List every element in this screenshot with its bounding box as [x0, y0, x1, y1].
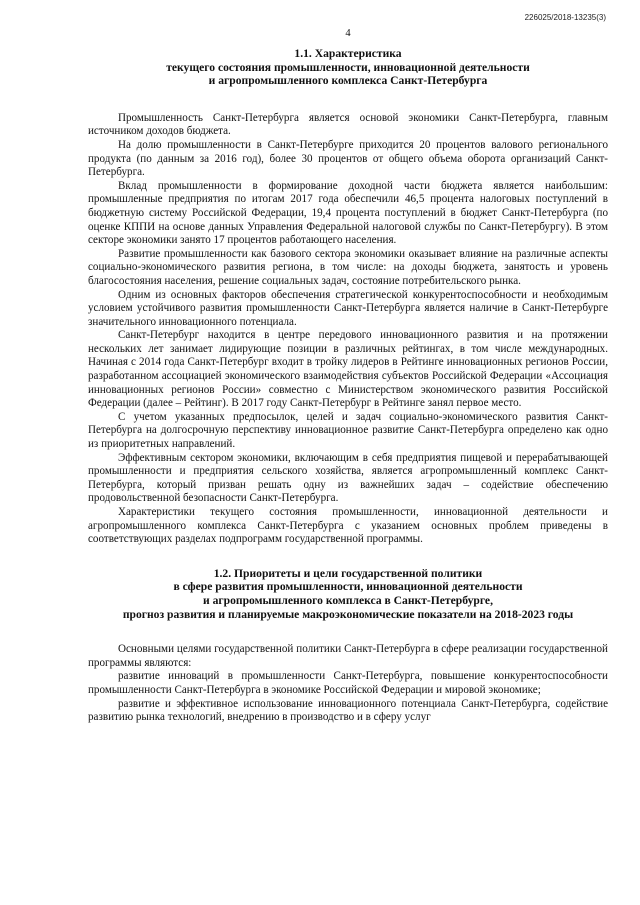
section-2-body	[88, 643, 608, 725]
paragraph: развитие и эффективное использование инновационного потенциала Санкт-Петербурга, содействие развитию рынка технологий, внедрению в производство и в сферу услуг	[88, 697, 608, 724]
paragraph: Одним из основных факторов обеспечения стратегической конкурентоспособности и необходимым условием устойчивого развития промышленности Санкт-Петербурга является наличие в Санкт-Петербурге значительного инновационного потенциала.	[88, 288, 608, 328]
paragraph: С учетом указанных предпосылок, целей и задач социально-экономического развития Санкт-Петербурга на долгосрочную перспективу инновационное развитие Санкт-Петербурга определено как одно из приоритетных направлений.	[88, 410, 608, 451]
section-1-heading-line: текущего состояния промышленности, инновационной деятельности	[166, 60, 530, 74]
section-1-body	[88, 112, 608, 547]
section-2-heading-line: 1.2. Приоритеты и цели государственной политики	[213, 566, 483, 580]
paragraph: Санкт-Петербург находится в центре передового инновационного развития и на протяжении нескольких лет занимает лидирующие позиции в различных рейтингах, в том числе международных. Начиная с 2014 года Санкт-Петербург входит в тройку лидеров в Рейтинге инновационных регионов России, разработанном ассоциацией экономического взаимодействия субъектов Российской Федерации «Ассоциация инновационных регионов России» совместно с Министерством экономического развития Российской Федерации (далее – Рейтинг). В 2017 году Санкт-Петербург в Рейтинге занял первое место.	[88, 329, 608, 410]
paragraph: Развитие промышленности как базового сектора экономики оказывает влияние на различные аспекты социально-экономического развития региона, в том числе: на доходы бюджета, занятость и уровень благосостояния населения, решение социальных задач, состояние потребительского рынка.	[88, 247, 608, 287]
section-1-heading-line: и агропромышленного комплекса Санкт-Петербурга	[208, 74, 488, 88]
paragraph: Эффективным сектором экономики, включающим в себя предприятия пищевой и перерабатывающей промышленности и предприятия сельского хозяйства, является агропромышленный комплекс Санкт-Петербурга, который призван решать одну из важнейших задач – содействие обеспечению продовольственной безопасности Санкт-Петербурга.	[88, 451, 608, 505]
section-2-heading-line: в сфере развития промышленности, инновационной деятельности	[173, 580, 523, 594]
paragraph: Промышленность Санкт-Петербурга является основой экономики Санкт-Петербурга, главным источником доходов бюджета.	[88, 111, 608, 138]
page-number: 4	[345, 28, 351, 39]
section-2-heading	[88, 567, 608, 621]
section-1-heading	[88, 47, 608, 88]
paragraph: развитие инноваций в промышленности Санкт-Петербурга, повышение конкурентоспособности промышленности Санкт-Петербурга в экономике Российской Федерации и мировой экономике;	[88, 670, 608, 696]
paragraph: Характеристики текущего состояния промышленности, инновационной деятельности и агропромышленного комплекса Санкт-Петербурга с указанием основных проблем приведены в соответствующих разделах подпрограмм государственной программы.	[88, 506, 608, 546]
section-2-heading-line: и агропромышленного комплекса в Санкт-Петербурге,	[203, 593, 493, 607]
paragraph: Основными целями государственной политики Санкт-Петербурга в сфере реализации государственной программы являются:	[88, 643, 608, 669]
section-1-heading-line: 1.1. Характеристика	[294, 47, 402, 60]
document-id: 226025/2018-13235(3)	[524, 13, 606, 22]
section-2-heading-line: прогноз развития и планируемые макроэкономические показатели на 2018-2023 годы	[122, 607, 574, 621]
paragraph: Вклад промышленности в формирование доходной части бюджета является наибольшим: промышленные предприятия по итогам 2017 года обеспечили 46,5 процента налоговых поступлений в бюджетную систему Российской Федерации, 19,4 процента поступлений в бюджет Санкт-Петербурга (по оценке КППИ на основе данных Управления Федеральной налоговой службы по Санкт-Петербургу). В этом секторе экономики занято 17 процентов работающего населения.	[88, 179, 608, 247]
paragraph: На долю промышленности в Санкт-Петербурге приходится 20 процентов валового регионального продукта (по данным за 2016 год), более 30 процентов от общего объема оборота организаций Санкт-Петербурга.	[88, 138, 608, 179]
